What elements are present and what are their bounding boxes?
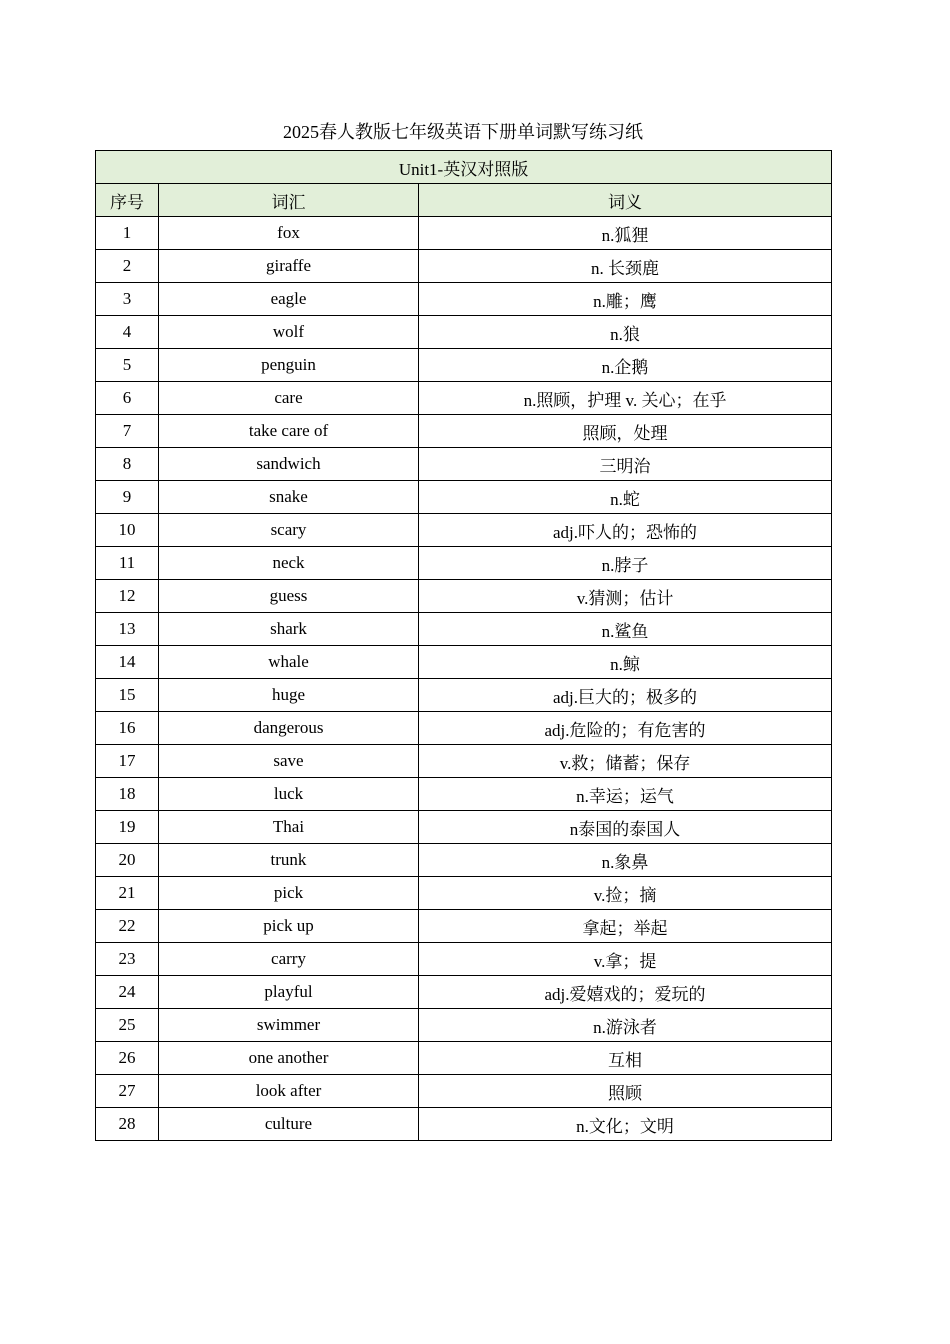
row-number: 22: [96, 910, 159, 943]
vocabulary-table: [95, 150, 832, 1141]
row-number: 26: [96, 1042, 159, 1075]
row-meaning: n.幸运；运气: [419, 778, 832, 811]
row-word: culture: [159, 1108, 419, 1141]
row-word: neck: [159, 547, 419, 580]
row-number: 27: [96, 1075, 159, 1108]
row-number: 18: [96, 778, 159, 811]
row-meaning: v.猜测；估计: [419, 580, 832, 613]
row-number: 24: [96, 976, 159, 1009]
row-word: pick: [159, 877, 419, 910]
column-header-row: [96, 184, 832, 217]
row-meaning: n.雕；鹰: [419, 283, 832, 316]
table-row: [96, 976, 832, 1009]
row-meaning: n.狼: [419, 316, 832, 349]
table-row: [96, 283, 832, 316]
row-number: 5: [96, 349, 159, 382]
row-number: 25: [96, 1009, 159, 1042]
row-word: shark: [159, 613, 419, 646]
row-number: 1: [96, 217, 159, 250]
row-word: eagle: [159, 283, 419, 316]
table-row: [96, 349, 832, 382]
table-row: [96, 712, 832, 745]
table-row: [96, 1009, 832, 1042]
table-row: [96, 745, 832, 778]
row-meaning: n.象鼻: [419, 844, 832, 877]
row-number: 6: [96, 382, 159, 415]
row-meaning: v.捡；摘: [419, 877, 832, 910]
table-row: [96, 448, 832, 481]
row-word: one another: [159, 1042, 419, 1075]
row-number: 19: [96, 811, 159, 844]
row-meaning: 拿起；举起: [419, 910, 832, 943]
row-word: playful: [159, 976, 419, 1009]
row-word: take care of: [159, 415, 419, 448]
row-number: 9: [96, 481, 159, 514]
row-meaning: adj.爱嬉戏的；爱玩的: [419, 976, 832, 1009]
row-word: fox: [159, 217, 419, 250]
row-meaning: 照顾: [419, 1075, 832, 1108]
table-row: [96, 877, 832, 910]
row-meaning: n.游泳者: [419, 1009, 832, 1042]
column-header-number: 序号: [96, 184, 159, 217]
row-meaning: adj.巨大的；极多的: [419, 679, 832, 712]
unit-header-row: [96, 151, 832, 184]
row-meaning: n.脖子: [419, 547, 832, 580]
row-meaning: n.蛇: [419, 481, 832, 514]
table-row: [96, 514, 832, 547]
row-word: swimmer: [159, 1009, 419, 1042]
table-row: [96, 316, 832, 349]
row-number: 12: [96, 580, 159, 613]
table-row: [96, 910, 832, 943]
row-word: pick up: [159, 910, 419, 943]
row-meaning: 照顾，处理: [419, 415, 832, 448]
row-word: wolf: [159, 316, 419, 349]
row-number: 21: [96, 877, 159, 910]
row-meaning: v.救；储蓄；保存: [419, 745, 832, 778]
row-word: huge: [159, 679, 419, 712]
table-row: [96, 415, 832, 448]
table-row: [96, 481, 832, 514]
page-title: 2025春人教版七年级英语下册单词默写练习纸: [283, 122, 643, 142]
table-row: [96, 1108, 832, 1141]
row-number: 3: [96, 283, 159, 316]
table-row: [96, 580, 832, 613]
table-row: [96, 1042, 832, 1075]
table-row: [96, 943, 832, 976]
table-row: [96, 679, 832, 712]
row-word: look after: [159, 1075, 419, 1108]
row-word: dangerous: [159, 712, 419, 745]
row-number: 7: [96, 415, 159, 448]
table-row: [96, 778, 832, 811]
row-number: 10: [96, 514, 159, 547]
table-row: [96, 547, 832, 580]
row-meaning: n.狐狸: [419, 217, 832, 250]
row-number: 15: [96, 679, 159, 712]
row-meaning: n.文化；文明: [419, 1108, 832, 1141]
row-meaning: n.照顾，护理 v. 关心；在乎: [419, 382, 832, 415]
row-number: 2: [96, 250, 159, 283]
row-meaning: v.拿；提: [419, 943, 832, 976]
row-word: Thai: [159, 811, 419, 844]
row-number: 13: [96, 613, 159, 646]
row-number: 16: [96, 712, 159, 745]
unit-header: Unit1-英汉对照版: [96, 151, 832, 184]
row-meaning: 三明治: [419, 448, 832, 481]
table-row: [96, 844, 832, 877]
row-number: 4: [96, 316, 159, 349]
row-meaning: n.鲨鱼: [419, 613, 832, 646]
table-row: [96, 382, 832, 415]
row-number: 11: [96, 547, 159, 580]
table-row: [96, 250, 832, 283]
row-number: 23: [96, 943, 159, 976]
row-meaning: n.鲸: [419, 646, 832, 679]
row-number: 20: [96, 844, 159, 877]
row-word: save: [159, 745, 419, 778]
column-header-meaning: 词义: [419, 184, 832, 217]
row-word: scary: [159, 514, 419, 547]
row-word: guess: [159, 580, 419, 613]
table-row: [96, 646, 832, 679]
row-meaning: n.企鹅: [419, 349, 832, 382]
row-meaning: 互相: [419, 1042, 832, 1075]
table-row: [96, 811, 832, 844]
row-meaning: adj.吓人的；恐怖的: [419, 514, 832, 547]
row-word: carry: [159, 943, 419, 976]
row-meaning: adj.危险的；有危害的: [419, 712, 832, 745]
row-word: penguin: [159, 349, 419, 382]
table-row: [96, 217, 832, 250]
row-word: care: [159, 382, 419, 415]
row-number: 17: [96, 745, 159, 778]
row-meaning: n泰国的泰国人: [419, 811, 832, 844]
row-word: snake: [159, 481, 419, 514]
table-row: [96, 613, 832, 646]
row-number: 14: [96, 646, 159, 679]
column-header-word: 词汇: [159, 184, 419, 217]
row-word: trunk: [159, 844, 419, 877]
row-number: 8: [96, 448, 159, 481]
row-word: luck: [159, 778, 419, 811]
row-number: 28: [96, 1108, 159, 1141]
row-meaning: n. 长颈鹿: [419, 250, 832, 283]
row-word: giraffe: [159, 250, 419, 283]
row-word: whale: [159, 646, 419, 679]
row-word: sandwich: [159, 448, 419, 481]
table-row: [96, 1075, 832, 1108]
